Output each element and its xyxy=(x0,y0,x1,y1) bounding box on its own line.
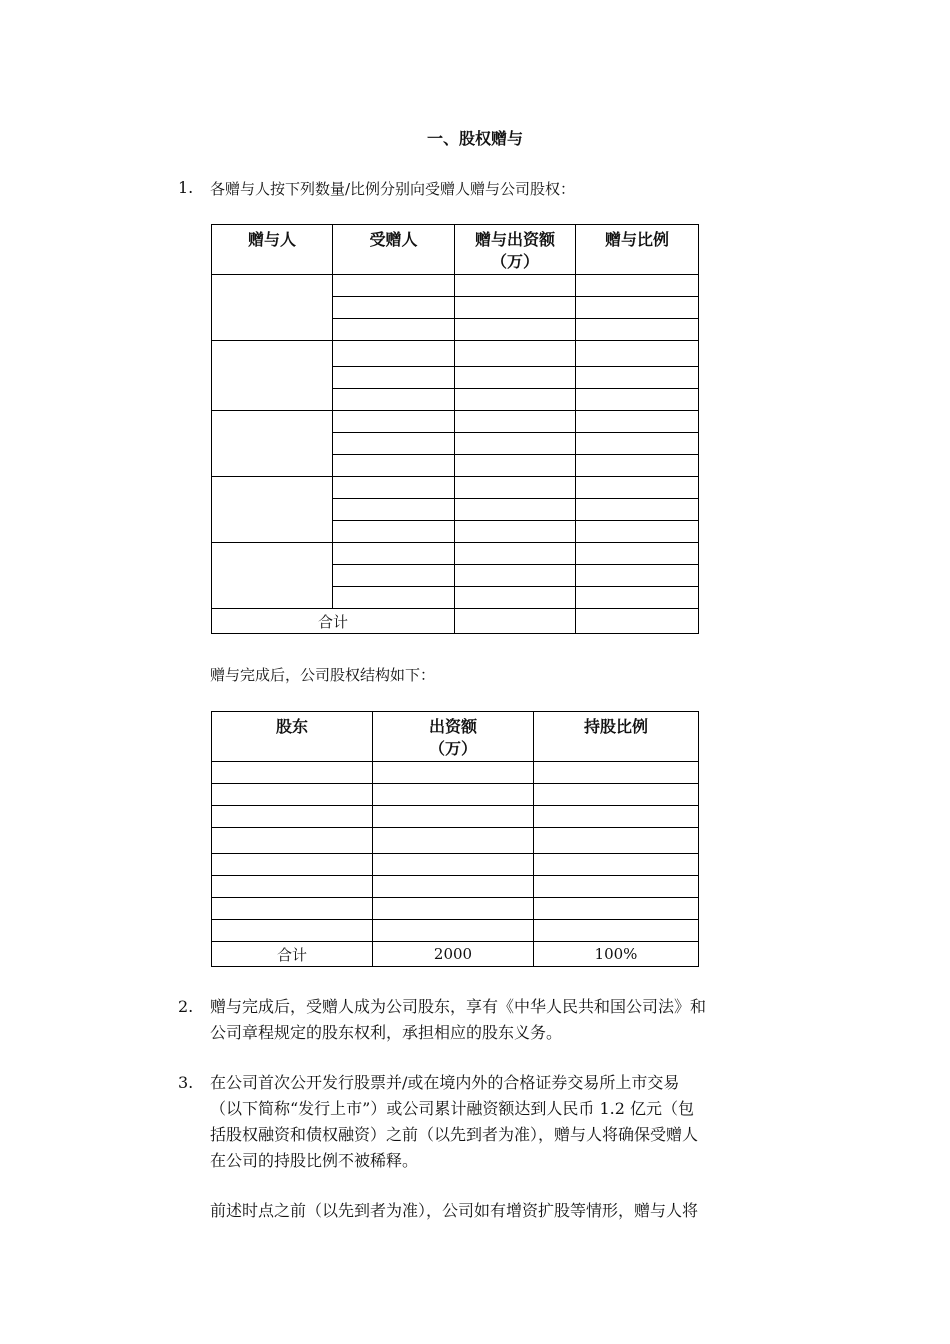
table-cell xyxy=(455,319,576,341)
table-cell xyxy=(455,341,576,367)
donor-cell xyxy=(212,341,333,411)
donor-cell xyxy=(212,411,333,477)
item-1-text: 各赠与人按下列数量/比例分别向受赠人赠与公司股权： xyxy=(210,180,576,198)
table-cell xyxy=(455,297,576,319)
table-cell xyxy=(576,411,699,433)
table-cell xyxy=(333,543,455,565)
table-row xyxy=(212,411,699,433)
header-donated-amount-unit: （万） xyxy=(490,252,539,271)
header-contribution-label: 出资额 xyxy=(428,717,477,736)
table-cell xyxy=(373,920,534,942)
table-cell xyxy=(333,275,455,297)
table-cell xyxy=(333,341,455,367)
table-cell xyxy=(373,898,534,920)
table-row xyxy=(212,477,699,499)
item-2-line: 公司章程规定的股东权利，承担相应的股东义务。 xyxy=(210,1023,563,1042)
donor-cell xyxy=(212,543,333,609)
table-cell xyxy=(534,898,699,920)
table-cell xyxy=(576,587,699,609)
table-cell xyxy=(455,411,576,433)
table-cell xyxy=(455,455,576,477)
table-cell xyxy=(534,828,699,854)
table-cell xyxy=(333,319,455,341)
table-cell xyxy=(373,854,534,876)
header-donation-ratio: 赠与比例 xyxy=(576,225,699,275)
total-ratio: 100% xyxy=(534,942,699,967)
table-cell xyxy=(534,762,699,784)
header-donee: 受赠人 xyxy=(333,225,455,275)
table-cell xyxy=(212,806,373,828)
header-donated-amount-label: 赠与出资额 xyxy=(474,230,555,249)
table-cell xyxy=(212,784,373,806)
donor-cell xyxy=(212,477,333,543)
item-2-line: 赠与完成后，受赠人成为公司股东，享有《中华人民共和国公司法》和 xyxy=(210,997,707,1016)
table-cell xyxy=(212,762,373,784)
table-cell xyxy=(576,455,699,477)
table-row xyxy=(212,275,699,297)
table-cell xyxy=(212,828,373,854)
table-cell xyxy=(455,543,576,565)
table-cell xyxy=(534,920,699,942)
table-cell xyxy=(333,367,455,389)
item-2-paragraph xyxy=(210,994,706,1046)
table-header-row xyxy=(212,225,699,275)
header-holding-ratio: 持股比例 xyxy=(534,712,699,762)
table-row xyxy=(212,543,699,565)
shareholding-table xyxy=(211,711,699,967)
table-row xyxy=(212,898,699,920)
header-contribution-unit: （万） xyxy=(428,739,477,758)
table-cell xyxy=(373,828,534,854)
table-cell xyxy=(576,389,699,411)
table-cell xyxy=(333,389,455,411)
table-cell xyxy=(333,455,455,477)
table-cell xyxy=(576,367,699,389)
table-cell xyxy=(576,543,699,565)
table-cell xyxy=(455,389,576,411)
donation-table xyxy=(211,224,699,634)
table-row xyxy=(212,828,699,854)
total-amount-cell xyxy=(455,609,576,634)
table-row xyxy=(212,806,699,828)
header-shareholder: 股东 xyxy=(212,712,373,762)
table-cell xyxy=(373,806,534,828)
table-cell xyxy=(455,367,576,389)
header-donor: 赠与人 xyxy=(212,225,333,275)
table-cell xyxy=(534,876,699,898)
table-cell xyxy=(333,565,455,587)
table-cell xyxy=(333,297,455,319)
table-cell xyxy=(455,521,576,543)
table-cell xyxy=(576,521,699,543)
paragraph-4-line: 前述时点之前（以先到者为准），公司如有增资扩股等情形，赠与人将 xyxy=(210,1201,699,1220)
table-cell xyxy=(333,433,455,455)
table-cell xyxy=(576,341,699,367)
table-cell xyxy=(576,319,699,341)
table-cell xyxy=(576,499,699,521)
table-cell xyxy=(576,565,699,587)
table-cell xyxy=(212,898,373,920)
item-3-line: 在公司首次公开发行股票并/或在境内外的合格证券交易所上市交易 xyxy=(210,1073,680,1092)
table-cell xyxy=(455,499,576,521)
section-title: 一、股权赠与 xyxy=(426,129,523,148)
after-donation-text: 赠与完成后，公司股权结构如下： xyxy=(210,666,436,684)
header-donated-amount xyxy=(455,225,576,275)
item-number-2: 2. xyxy=(178,997,194,1016)
table-cell xyxy=(455,565,576,587)
total-ratio-cell xyxy=(576,609,699,634)
table-row xyxy=(212,876,699,898)
total-row xyxy=(212,609,699,634)
total-label: 合计 xyxy=(212,609,455,634)
table-cell xyxy=(333,587,455,609)
table-cell xyxy=(576,275,699,297)
table-cell xyxy=(333,411,455,433)
donor-cell xyxy=(212,275,333,341)
item-3-line: 括股权融资和债权融资）之前（以先到者为准），赠与人将确保受赠人 xyxy=(210,1125,699,1144)
item-3-paragraph xyxy=(210,1070,698,1174)
table-cell xyxy=(373,876,534,898)
item-3-line: （以下简称“发行上市”）或公司累计融资额达到人民币 1.2 亿元（包 xyxy=(210,1099,694,1118)
table-row xyxy=(212,854,699,876)
table-cell xyxy=(534,854,699,876)
table-cell xyxy=(373,784,534,806)
table-row xyxy=(212,762,699,784)
table-row xyxy=(212,784,699,806)
table-cell xyxy=(333,521,455,543)
table-cell xyxy=(576,297,699,319)
table-cell xyxy=(455,433,576,455)
item-number-3: 3. xyxy=(178,1073,194,1092)
table-row xyxy=(212,341,699,367)
table-cell xyxy=(373,762,534,784)
total-row xyxy=(212,942,699,967)
table-cell xyxy=(333,477,455,499)
header-contribution xyxy=(373,712,534,762)
table-cell xyxy=(455,477,576,499)
table-row xyxy=(212,920,699,942)
table-header-row xyxy=(212,712,699,762)
table-cell xyxy=(333,499,455,521)
item-number-1: 1. xyxy=(178,178,194,197)
table-cell xyxy=(455,587,576,609)
table-cell xyxy=(534,806,699,828)
table-cell xyxy=(212,876,373,898)
total-label: 合计 xyxy=(212,942,373,967)
table-cell xyxy=(576,433,699,455)
table-cell xyxy=(212,854,373,876)
item-3-line: 在公司的持股比例不被稀释。 xyxy=(210,1151,419,1170)
table-cell xyxy=(534,784,699,806)
table-cell xyxy=(455,275,576,297)
table-cell xyxy=(576,477,699,499)
table-cell xyxy=(212,920,373,942)
total-amount: 2000 xyxy=(373,942,534,967)
